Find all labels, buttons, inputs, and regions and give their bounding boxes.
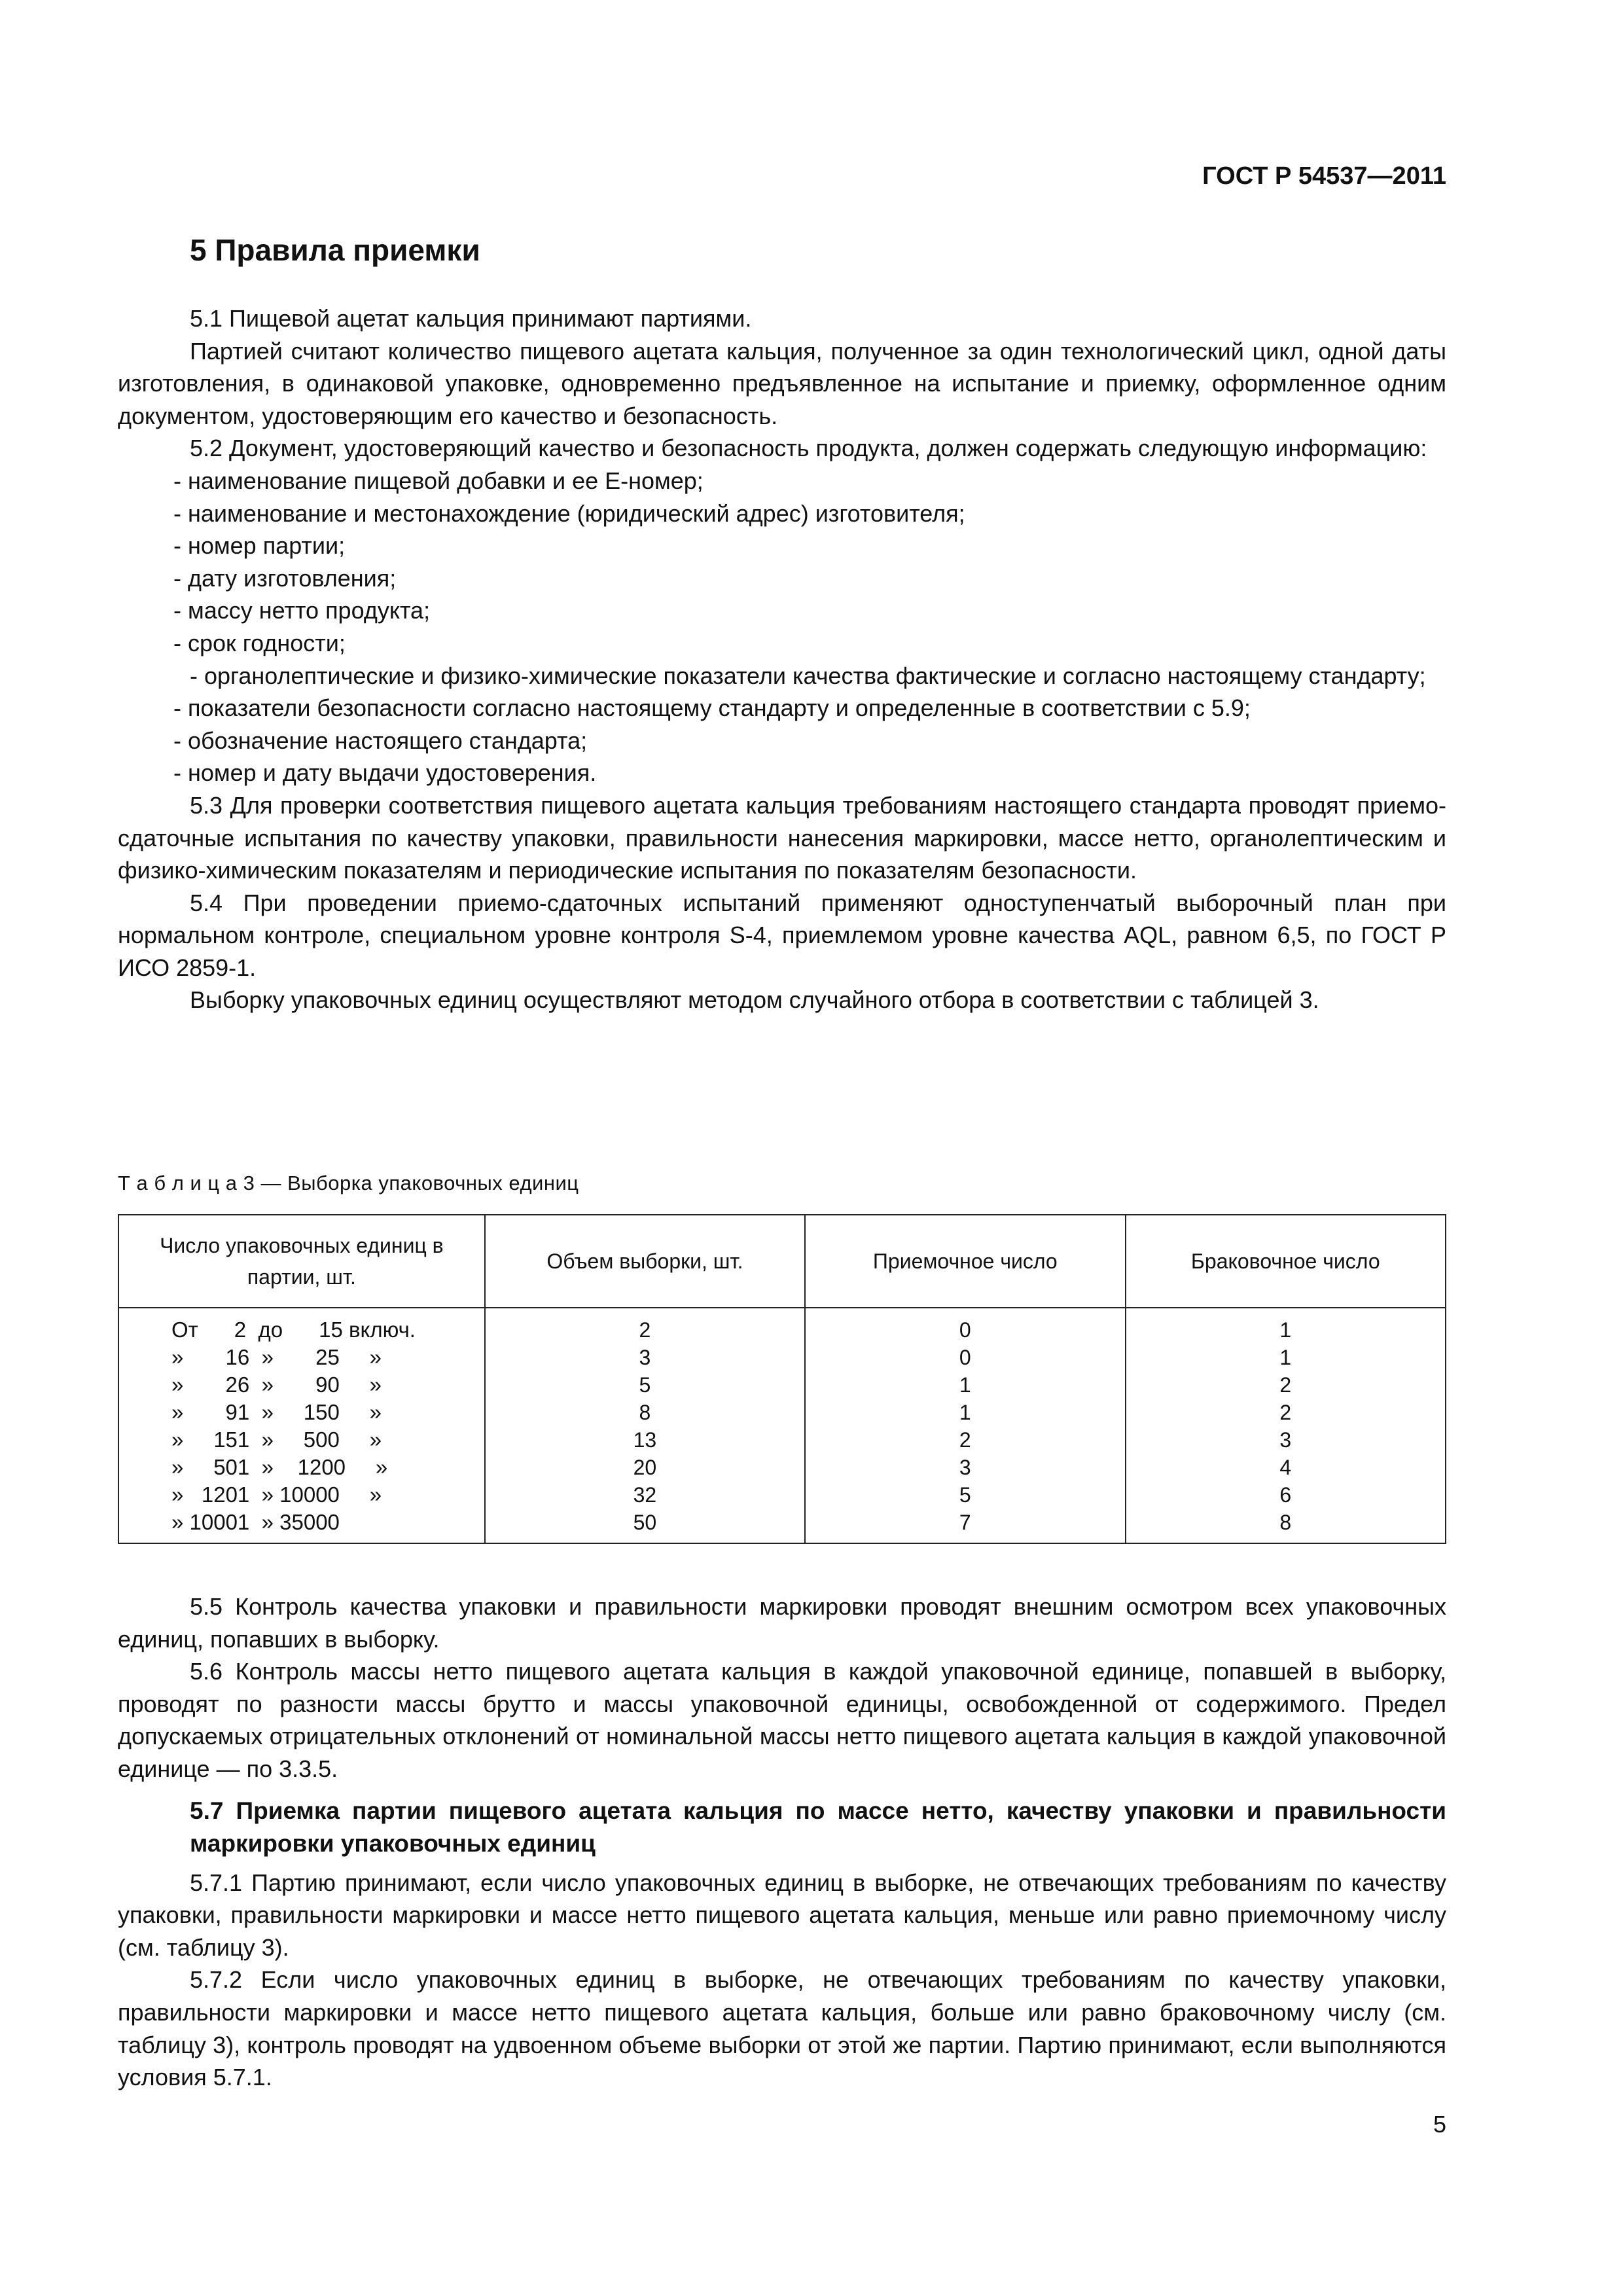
table-cell: 20 — [485, 1454, 805, 1481]
table-cell: 1 — [805, 1399, 1125, 1426]
table-cell: 2 — [805, 1426, 1125, 1454]
list-item: - обозначение настоящего стандарта; — [173, 726, 588, 754]
sample-table — [118, 1214, 1446, 1544]
table-cell: » 10001 » 35000 — [118, 1509, 485, 1543]
page-number: 5 — [1433, 2111, 1446, 2138]
list-item: - показатели безопасности согласно настоящему стандарту и определенные в соответствии с 5.9; — [173, 694, 1251, 722]
table-row — [118, 1454, 1446, 1481]
table-cell: 32 — [485, 1481, 805, 1509]
table-row — [118, 1426, 1446, 1454]
list-item: - органолептические и физико-химические показатели качества фактические и согласно настоящему стандарту; — [190, 662, 1426, 689]
table-cell: 4 — [1126, 1454, 1446, 1481]
table-cell: » 26 » 90 » — [118, 1371, 485, 1399]
table-cell: 6 — [1126, 1481, 1446, 1509]
table-cell: 2 — [485, 1308, 805, 1344]
table-header-cell: Приемочное число — [805, 1215, 1125, 1308]
table-cell: 2 — [1126, 1399, 1446, 1426]
section-body-top — [118, 302, 1446, 1016]
list-item: - дату изготовления; — [173, 564, 397, 592]
list-item: - наименование пищевой добавки и ее Е-номер; — [173, 467, 704, 494]
table-header-cell: Браковочное число — [1126, 1215, 1446, 1308]
table-row — [118, 1308, 1446, 1344]
paragraph: 5.7.2 Если число упаковочных единиц в выборке, не отвечающих требованиям по качеству упаковки, правильности маркировки и массе нетто пищевого ацетата кальция, больше или равно браковочному числу (см. таблицу 3), контроль проводят на удвоенном объеме выборки от этой же партии. Партию принимают, если выполняются условия 5.7.1. — [118, 1966, 1446, 2091]
section-body-bottom — [118, 1590, 1446, 2094]
table-cell: 3 — [485, 1344, 805, 1371]
paragraph: Партией считают количество пищевого ацетата кальция, полученное за один технологический цикл, одной даты изготовления, в одинаковой упаковке, одновременно предъявленное на испытание и приемку, оформленное одним документом, удостоверяющим его качество и безопасность. — [118, 337, 1446, 429]
table-cell: 8 — [485, 1399, 805, 1426]
paragraph: 5.5 Контроль качества упаковки и правильности маркировки проводят внешним осмотром всех упаковочных единиц, попавших в выборку. — [118, 1593, 1446, 1653]
list-item: - наименование и местонахождение (юридический адрес) изготовителя; — [173, 499, 965, 527]
table-cell: 1 — [805, 1371, 1125, 1399]
table-header-cell: Число упаковочных единиц в партии, шт. — [118, 1215, 485, 1308]
table-cell: » 151 » 500 » — [118, 1426, 485, 1454]
table-row — [118, 1481, 1446, 1509]
paragraph: 5.3 Для проверки соответствия пищевого ацетата кальция требованиям настоящего стандарта проводят приемо-сдаточные испытания по качеству упаковки, правильности нанесения маркировки, массе нетто, органолептическим и физико-химическим показателям и периодические испытания по показателям безопасности. — [118, 791, 1446, 884]
table-cell: 1 — [1126, 1308, 1446, 1344]
document-number: ГОСТ Р 54537—2011 — [1202, 162, 1446, 190]
table-cell: 2 — [1126, 1371, 1446, 1399]
table-cell: 7 — [805, 1509, 1125, 1543]
paragraph: 5.4 При проведении приемо-сдаточных испытаний применяют одноступенчатый выборочный план при нормальном контроле, специальном уровне контроля S-4, приемлемом уровне качества AQL, равном 6,5, по ГОСТ Р ИСО 2859-1. — [118, 889, 1446, 981]
table-header-cell: Объем выборки, шт. — [485, 1215, 805, 1308]
table-cell: 8 — [1126, 1509, 1446, 1543]
table-cell: 3 — [1126, 1426, 1446, 1454]
table-cell: 3 — [805, 1454, 1125, 1481]
table-row — [118, 1344, 1446, 1371]
table-cell: От 2 до 15 включ. — [118, 1308, 485, 1344]
table-cell: 13 — [485, 1426, 805, 1454]
table-cell: » 1201 » 10000 » — [118, 1481, 485, 1509]
paragraph: Выборку упаковочных единиц осуществляют методом случайного отбора в соответствии с таблицей 3. — [190, 986, 1319, 1014]
list-item: - срок годности; — [173, 629, 346, 656]
list-item: - номер и дату выдачи удостоверения. — [173, 759, 597, 787]
table-header-row — [118, 1215, 1446, 1308]
subsection-heading: 5.7 Приемка партии пищевого ацетата кальция по массе нетто, качеству упаковки и правильности маркировки упаковочных единиц — [190, 1797, 1446, 1857]
section-heading: 5 Правила приемки — [190, 233, 480, 267]
table-cell: » 16 » 25 » — [118, 1344, 485, 1371]
table-cell: 1 — [1126, 1344, 1446, 1371]
paragraph: 5.6 Контроль массы нетто пищевого ацетата кальция в каждой упаковочной единице, попавшей в выборку, проводят по разности массы брутто и массы упаковочной единицы, освобожденной от содержимого. Предел допускаемых отрицательных отклонений от номинальной массы нетто пищевого ацетата кальция в каждой упаковочной единице — по 3.3.5. — [118, 1658, 1446, 1782]
paragraph: 5.1 Пищевой ацетат кальция принимают партиями. — [190, 305, 752, 332]
table-row — [118, 1509, 1446, 1543]
table-cell: 5 — [485, 1371, 805, 1399]
table-cell: 0 — [805, 1308, 1125, 1344]
table-row — [118, 1399, 1446, 1426]
table-cell: 5 — [805, 1481, 1125, 1509]
paragraph: 5.7.1 Партию принимают, если число упаковочных единиц в выборке, не отвечающих требованиям по качеству упаковки, правильности маркировки и массе нетто пищевого ацетата кальция, меньше или равно приемочному числу (см. таблицу 3). — [118, 1869, 1446, 1961]
table-cell: » 91 » 150 » — [118, 1399, 485, 1426]
table-row — [118, 1371, 1446, 1399]
table-cell: » 501 » 1200 » — [118, 1454, 485, 1481]
table-cell: 50 — [485, 1509, 805, 1543]
paragraph: 5.2 Документ, удостоверяющий качество и безопасность продукта, должен содержать следующую информацию: — [190, 435, 1427, 462]
table-cell: 0 — [805, 1344, 1125, 1371]
list-item: - массу нетто продукта; — [173, 597, 431, 624]
table-caption: Т а б л и ц а 3 — Выборка упаковочных единиц — [118, 1172, 579, 1194]
list-item: - номер партии; — [173, 532, 346, 560]
